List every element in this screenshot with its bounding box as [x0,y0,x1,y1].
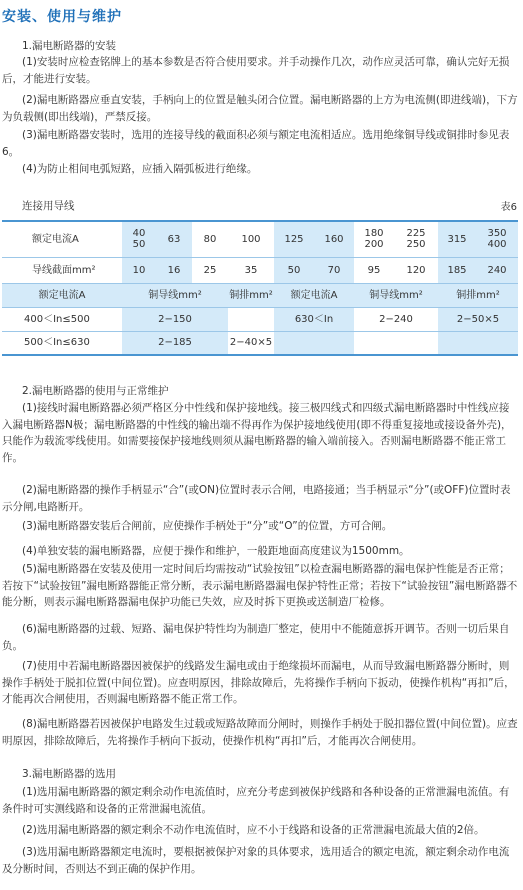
table-cell: 2−50×5 [438,307,518,331]
table-cell [354,331,438,355]
table-row [2,307,518,331]
table-cell [228,307,274,331]
paragraph: (6)漏电断路器的过载、短路、漏电保护特性均为制造厂整定，使用中不能随意拆开调节。否则一切后果自负。 [2,623,510,652]
paragraph: (4)为防止相间电弧短路，应插入隔弧板进行绝缘。 [22,163,258,175]
page-title: 安装、使用与维护 [2,9,122,25]
table-row [2,257,518,283]
paragraph: (5)漏电断路器在安装及使用一定时间后均需按动“试验按钮”以检查漏电断路器的漏电保护性能是否正常；若按下“试验按钮”漏电断路器能正常分断，表示漏电断路器漏电保护特性正常；若按下“试验按钮”漏电断路器不能分断，则表示漏电断路器漏电保护功能已失效，应及时拆下更换或送制造厂检修。 [2,563,518,608]
paragraph: (1)选用漏电断路器的额定剩余动作电流值时，应充分考虑到被保护线路和各种设备的正常泄漏电流值。有条件时可实测线路和设备的正常泄漏电流值。 [2,786,510,815]
paragraph: (4)单独安装的漏电断路器，应便于操作和维护，一般距地面高度建议为1500mm。 [22,545,410,557]
table-cell: 25 [192,257,228,283]
paragraph: (8)漏电断路器若因被保护电路发生过载或短路故障而分闸时，则操作手柄处于脱扣器位置(中间位置)。应查明原因，排除故障后，先将操作手柄向下扳动，使操作机构“再扣”后，才能再次合闸使用。 [2,718,518,747]
table-cell: 160 [314,221,354,257]
paragraph: (2)漏电断路器应垂直安装，手柄向上的位置是触头闭合位置。漏电断路器的上方为电流侧(即进线端)，下方为负载侧(即出线端)，严禁反接。 [2,94,518,123]
table-cell: 2−150 [122,307,228,331]
paragraph: (3)漏电断路器安装时，选用的连接导线的截面积必须与额定电流相适应。选用绝缘铜导线或铜排时参见表6。 [2,129,510,158]
table-header-cell: 额定电流A [2,283,122,307]
table-header-cell: 铜导线mm² [122,283,228,307]
section-heading-installation: 1.漏电断路器的安装 [22,40,117,52]
table-cell: 630＜In [274,307,354,331]
table-cell: 额定电流A [2,221,122,257]
table-row [2,221,518,257]
paragraph: (1)接线时漏电断路器必须严格区分中性线和保护接地线。接三极四线式和四级式漏电断路器时中性线应接入漏电断路器N极；漏电断路器的中性线的输出端不得再作为保护接地线使用(即不得重复接地或接设备外壳)，只能作为载流零线使用。如需要接保护接地线则须从漏电断路器的输入端前接入。否则漏电断路器不能正常工作。 [2,402,512,464]
table-header-cell: 额定电流A [274,283,354,307]
table-cell: 120 [394,257,438,283]
table-cell: 100 [228,221,274,257]
paragraph: (3)选用漏电断路器额定电流时，要根据被保护对象的具体要求，选用适合的额定电流，额定剩余动作电流及分断时间，否则达不到正确的保护作用。 [2,846,510,875]
paragraph: (2)选用漏电断路器的额定剩余不动作电流值时，应不小于线路和设备的正常泄漏电流最大值的2倍。 [22,824,485,836]
table-cell: 95 [354,257,394,283]
section-heading-usage: 2.漏电断路器的使用与正常维护 [22,385,169,397]
table-cell: 导线截面mm² [2,257,122,283]
table-number: 表6 [500,202,517,213]
table-cell: 240 [476,257,518,283]
table-cell: 400＜In≤500 [2,307,122,331]
wire-size-table [2,220,518,356]
table-header-cell: 铜导线mm² [354,283,438,307]
table-cell: 2−40×5 [228,331,274,355]
table-cell: 70 [314,257,354,283]
paragraph: (1)安装时应检查铭牌上的基本参数是否符合使用要求。并手动操作几次，动作应灵活可靠，确认完好无损后，才能进行安装。 [2,56,510,85]
section-heading-selection: 3.漏电断路器的选用 [22,768,117,780]
table-caption: 连接用导线 [22,200,75,212]
table-cell [274,331,354,355]
table-cell: 40 50 [122,221,156,257]
table-row [2,331,518,355]
table-cell: 350 400 [476,221,518,257]
table-cell: 185 [438,257,476,283]
table-cell: 500＜In≤630 [2,331,122,355]
table-cell: 2−185 [122,331,228,355]
table-cell: 35 [228,257,274,283]
table-row [2,283,518,307]
table-cell: 225 250 [394,221,438,257]
table-cell: 315 [438,221,476,257]
paragraph: (2)漏电断路器的操作手柄显示“合”(或ON)位置时表示合闸，电路接通；当手柄显示“分”(或OFF)位置时表示分闸,电路断开。 [2,484,511,513]
table-cell: 10 [122,257,156,283]
table-cell: 63 [156,221,192,257]
table-cell [438,331,518,355]
table-cell: 180 200 [354,221,394,257]
table-cell: 2−240 [354,307,438,331]
table-cell: 80 [192,221,228,257]
table-cell: 125 [274,221,314,257]
table-header-cell: 铜排mm² [438,283,518,307]
table-header-cell: 铜排mm² [228,283,274,307]
paragraph: (7)使用中若漏电断路器因被保护的线路发生漏电或由于绝缘损坏而漏电，从而导致漏电断路器分断时，则操作手柄处于脱扣位置(中间位置)。应查明原因，排除故障后，先将操作手柄向下扳动，使操作机构“再扣”后，才能再次合闸使用，否则漏电断路器不能正常工作。 [2,660,515,705]
table-cell: 16 [156,257,192,283]
table-cell: 50 [274,257,314,283]
paragraph: (3)漏电断路器安装后合闸前，应使操作手柄处于“分”或“O”的位置，方可合闸。 [22,520,393,532]
